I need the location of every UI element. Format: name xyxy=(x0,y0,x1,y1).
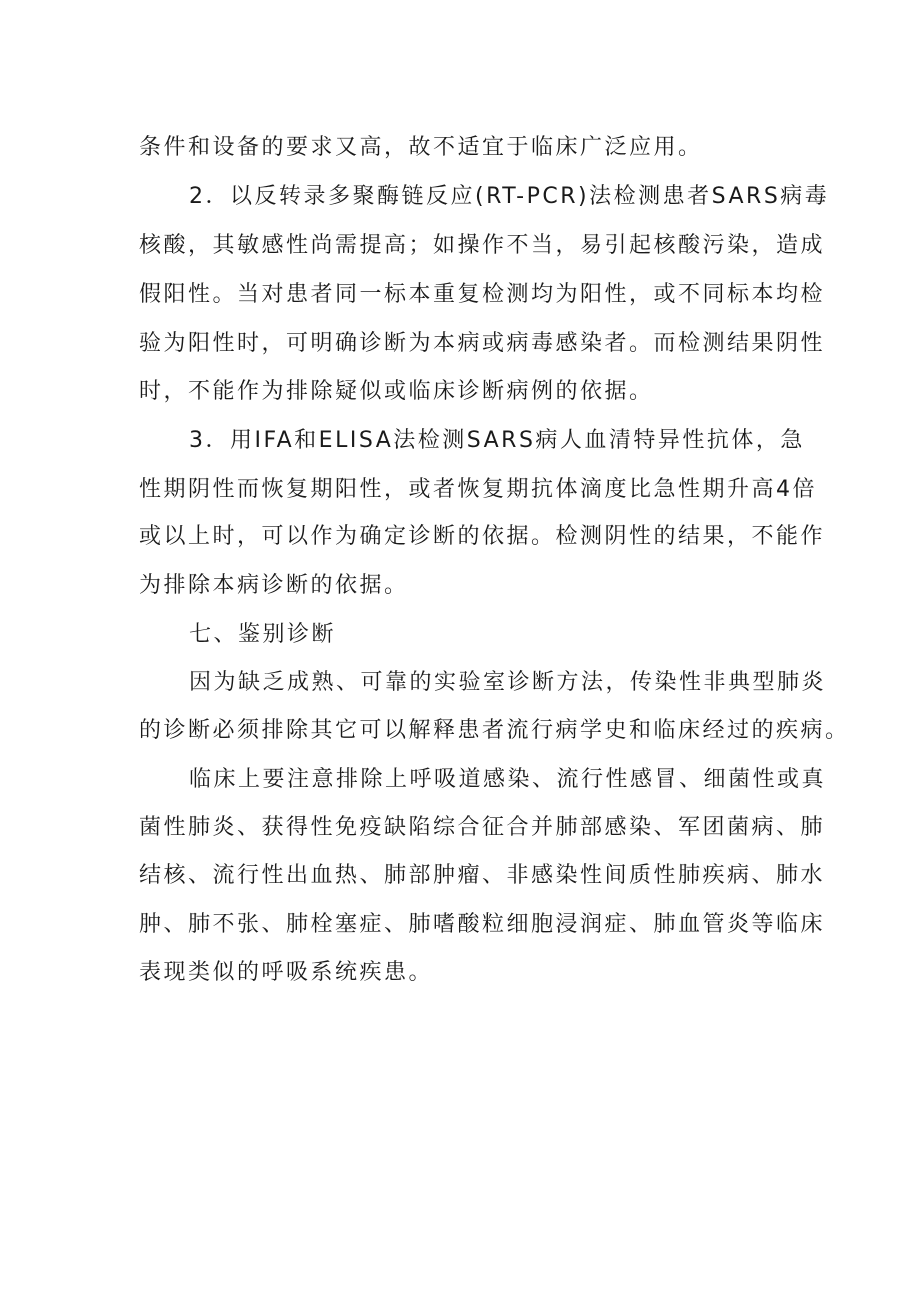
text-line: 或以上时，可以作为确定诊断的依据。检测阴性的结果，不能作 xyxy=(139,524,826,549)
text-line: 结核、流行性出血热、肺部肿瘤、非感染性间质性肺疾病、肺水 xyxy=(139,863,826,888)
text-line: 表现类似的呼吸系统疾患。 xyxy=(139,960,434,985)
text-line: 时，不能作为排除疑似或临床诊断病例的依据。 xyxy=(139,379,654,404)
text-line: 为排除本病诊断的依据。 xyxy=(139,573,409,598)
text-line: 性期阴性而恢复期阳性，或者恢复期抗体滴度比急性期升高4倍 xyxy=(139,477,817,502)
text-line: 2．以反转录多聚酶链反应(RT-PCR)法检测患者SARS病毒 xyxy=(189,184,830,209)
text-line: 因为缺乏成熟、可靠的实验室诊断方法，传染性非典型肺炎 xyxy=(189,670,827,695)
text-line: 假阳性。当对患者同一标本重复检测均为阳性，或不同标本均检 xyxy=(139,282,826,307)
text-line: 临床上要注意排除上呼吸道感染、流行性感冒、细菌性或真 xyxy=(189,767,827,792)
text-line: 核酸，其敏感性尚需提高；如操作不当，易引起核酸污染，造成 xyxy=(139,233,826,258)
text-line: 条件和设备的要求又高，故不适宜于临床广泛应用。 xyxy=(139,135,703,160)
text-line: 肿、肺不张、肺栓塞症、肺嗜酸粒细胞浸润症、肺血管炎等临床 xyxy=(139,912,826,937)
text-line: 菌性肺炎、获得性免疫缺陷综合征合并肺部感染、军团菌病、肺 xyxy=(139,815,826,840)
text-line: 3．用IFA和ELISA法检测SARS病人血清特异性抗体，急 xyxy=(189,428,805,453)
text-line: 的诊断必须排除其它可以解释患者流行病学史和临床经过的疾病。 xyxy=(139,718,850,743)
section-heading: 七、鉴别诊断 xyxy=(189,622,337,647)
text-line: 验为阳性时，可明确诊断为本病或病毒感染者。而检测结果阴性 xyxy=(139,331,826,356)
